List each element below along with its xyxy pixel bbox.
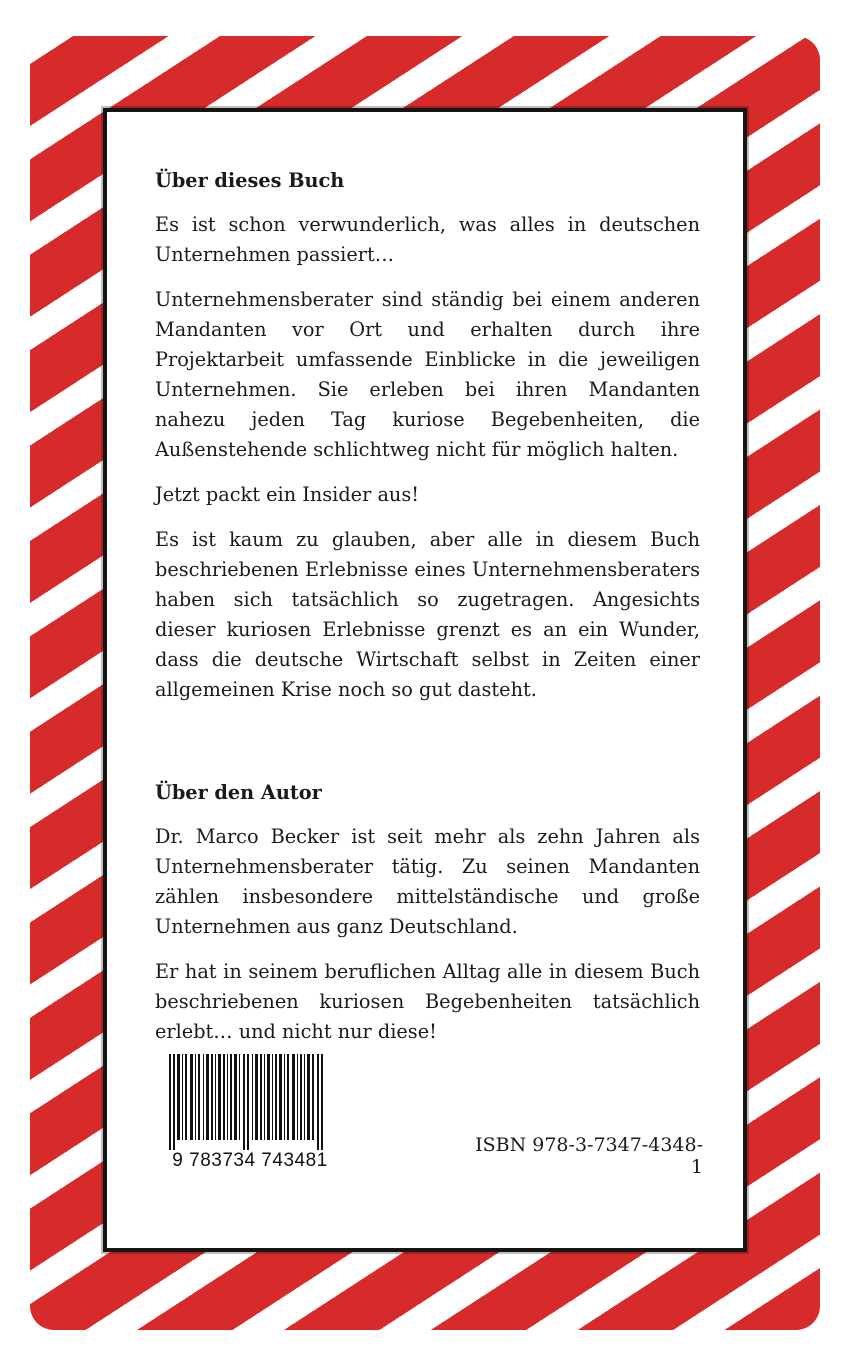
book-paragraph-2: Unternehmensberater sind ständig bei einem anderen Mandanten vor Ort und erhalten durch ihre Projektarbeit umfassende Einblicke in die jeweiligen Unternehmen. Sie erleben bei ihren Mandanten nahezu jeden Tag kuriose Begebenheiten, die Außenstehende schlichtweg nicht für möglich halten. [155, 288, 700, 461]
book-paragraph-4: Es ist kaum zu glauben, aber alle in diesem Buch beschriebenen Erlebnisse eines Unternehmensberaters haben sich tatsächlich so zugetragen. Angesichts dieser kuriosen Erlebnisse grenzt es an ein Wunder, dass die deutsche Wirtschaft selbst in Zeiten einer allgemeinen Krise noch so gut dasteht. [155, 528, 700, 701]
isbn-number: ISBN 978-3-7347-4348-1 [475, 1134, 703, 1178]
book-paragraph-3: Jetzt packt ein Insider aus! [155, 483, 419, 506]
book-section-heading: Über dieses Buch [155, 169, 345, 192]
book-paragraph-1: Es ist schon verwunderlich, was alles in deutschen Unternehmen passiert… [155, 213, 700, 266]
author-paragraph-1: Dr. Marco Becker ist seit mehr als zehn Jahren als Unternehmensberater tätig. Zu seinen Mandanten zählen insbesondere mittelständische und große Unternehmen aus ganz Deutschland. [155, 825, 700, 938]
text-panel [103, 108, 747, 1252]
author-section-heading: Über den Autor [155, 781, 322, 804]
barcode-icon [155, 1054, 345, 1150]
barcode [155, 1054, 345, 1174]
back-cover-text [155, 166, 700, 1062]
author-paragraph-2: Er hat in seinem beruflichen Alltag alle in diesem Buch beschriebenen kuriosen Begebenheiten tatsächlich erlebt… und nicht nur diese! [155, 960, 700, 1043]
barcode-digits: 9 783734 743481 [172, 1150, 328, 1171]
